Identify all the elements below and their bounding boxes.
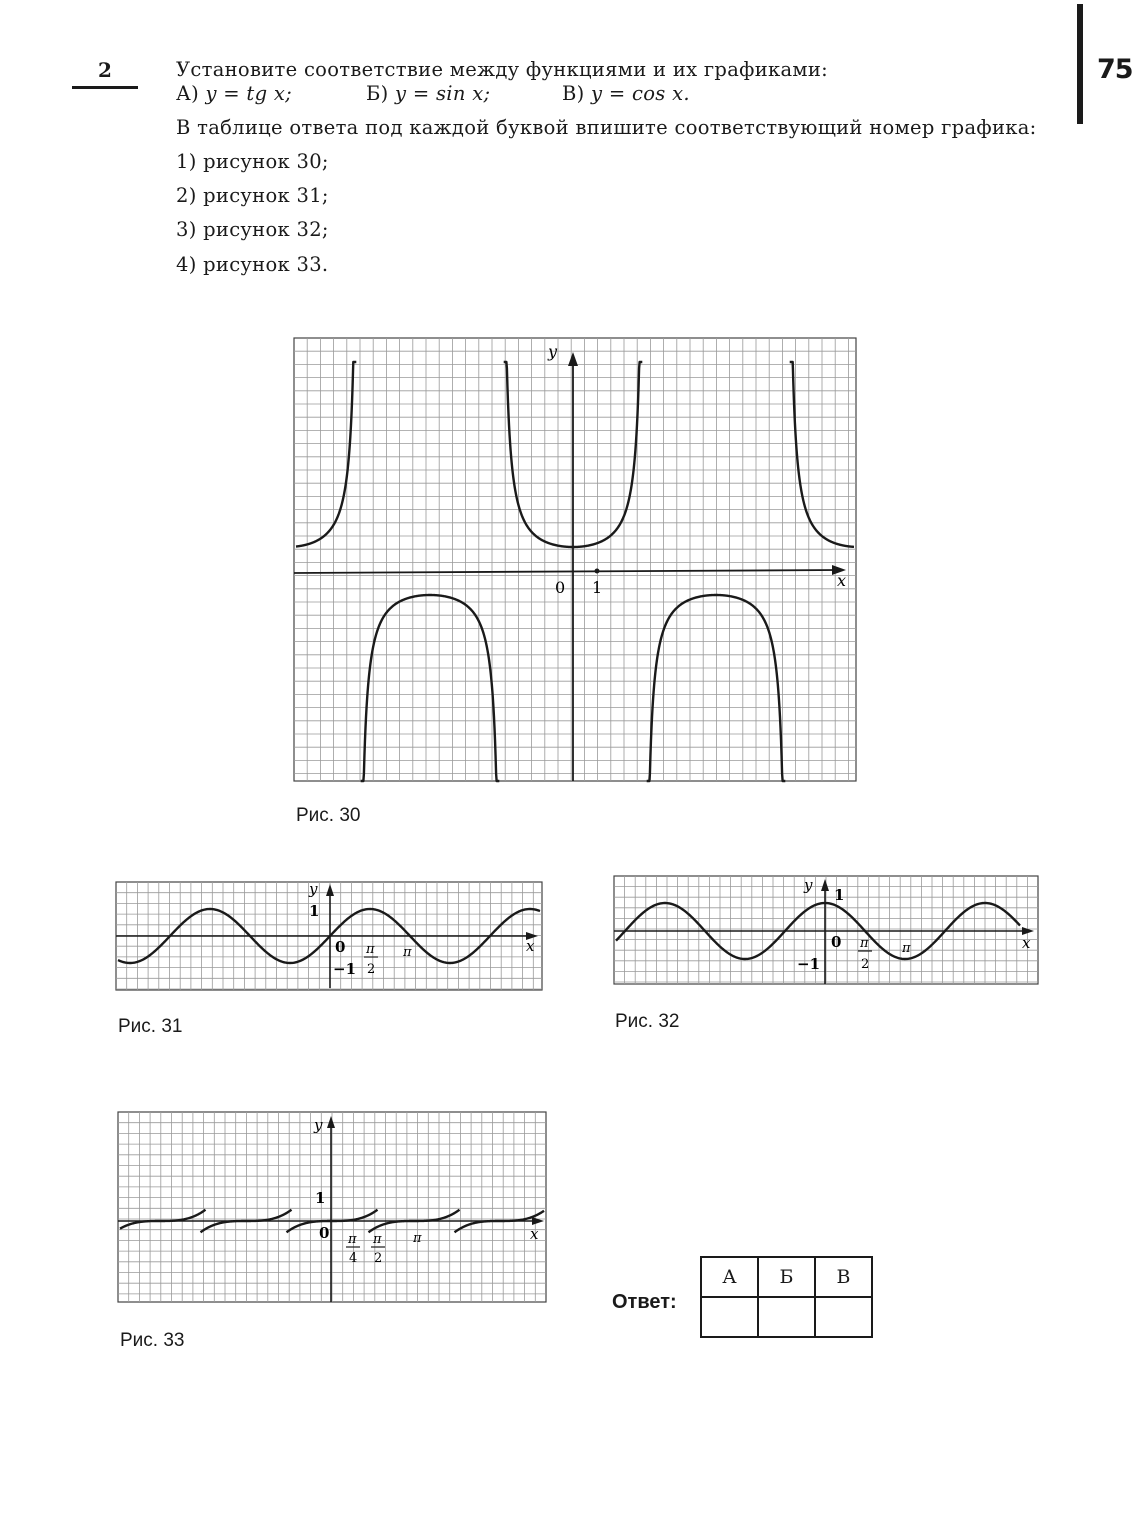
option-1: 1) рисунок 30;: [176, 150, 329, 173]
answer-cell-c[interactable]: [815, 1297, 872, 1337]
figure-32-caption: Рис. 32: [615, 1011, 680, 1032]
task-prompt: Установите соответствие между функциями и их графиками:: [176, 58, 829, 81]
option-4: 4) рисунок 33.: [176, 253, 329, 276]
answer-table: [700, 1256, 873, 1338]
pi-over-2-numerator: π: [860, 936, 869, 951]
pi-over-4-numerator: π: [348, 1232, 357, 1247]
figure-32-axes: [614, 879, 1034, 984]
y-axis-label: y: [804, 876, 813, 894]
y-tick-1: 1: [315, 1189, 326, 1207]
pi-label: π: [413, 1231, 422, 1246]
function-a: А) y = tg x;: [176, 82, 293, 105]
origin-label: 0: [555, 578, 566, 597]
pi-over-2-numerator: π: [366, 942, 375, 957]
y-tick-1: 1: [834, 886, 845, 904]
x-tick-label: 1: [592, 578, 603, 597]
y-axis-label: y: [314, 1116, 323, 1134]
pi-over-2-denominator: 2: [861, 957, 870, 972]
answer-header-a: А: [701, 1257, 758, 1297]
pi-label: π: [902, 941, 911, 956]
figure-31-graph: [112, 878, 548, 996]
answer-cell-b[interactable]: [758, 1297, 815, 1337]
y-tick-1: 1: [309, 902, 320, 920]
function-c: В) y = cos x.: [562, 82, 690, 105]
task-instruction: В таблице ответа под каждой буквой впишите соответствующий номер графика:: [176, 116, 1037, 139]
option-3: 3) рисунок 32;: [176, 218, 329, 241]
figure-33-graph: [114, 1108, 550, 1308]
origin-label: 0: [335, 938, 346, 956]
x-axis-label: x: [530, 1225, 539, 1243]
figure-32-grid: [614, 876, 1038, 984]
grid-border: [294, 338, 856, 781]
x-axis-label: x: [1022, 934, 1031, 952]
answer-cell-a[interactable]: [701, 1297, 758, 1337]
function-list: [176, 82, 690, 105]
answer-header-b: Б: [758, 1257, 815, 1297]
figure-30-graph: [290, 334, 860, 786]
origin-label: 0: [831, 933, 842, 951]
page-number: 75: [1097, 54, 1133, 85]
pi-label: π: [403, 945, 412, 960]
y-tick-minus-1: −1: [333, 960, 357, 978]
function-b: Б) y = sin x;: [366, 82, 491, 105]
origin-label: 0: [319, 1224, 330, 1242]
y-axis-arrow: [327, 1116, 335, 1128]
y-tick-minus-1: −1: [797, 955, 821, 973]
pi-over-2-denominator: 2: [367, 962, 376, 977]
x-axis-label: x: [837, 571, 847, 590]
answer-header-c: В: [815, 1257, 872, 1297]
y-axis-label: y: [548, 342, 558, 361]
y-axis-arrow: [821, 879, 829, 891]
pi-over-2-numerator: π: [373, 1232, 382, 1247]
figure-31-caption: Рис. 31: [118, 1016, 183, 1037]
figure-32-graph: [610, 872, 1042, 990]
x-axis-label: x: [526, 937, 535, 955]
secant-branch-1: [296, 362, 356, 547]
figure-30-grid: [294, 338, 856, 781]
page-edge-bar: [1077, 4, 1083, 124]
task-number: 2: [98, 58, 112, 82]
x-axis-arrow: [532, 1217, 544, 1225]
unit-tick-point: [595, 569, 600, 574]
y-axis-arrow: [568, 352, 578, 366]
y-axis-arrow: [326, 884, 334, 896]
figure-31-axes: [116, 884, 538, 988]
answer-label: Ответ:: [612, 1291, 677, 1313]
option-2: 2) рисунок 31;: [176, 184, 329, 207]
task-number-underline: [72, 86, 138, 89]
pi-over-4-denominator: 4: [349, 1251, 358, 1266]
figure-30-caption: Рис. 30: [296, 805, 361, 826]
figure-33-grid: [118, 1112, 546, 1302]
pi-over-2-denominator: 2: [374, 1251, 383, 1266]
y-axis-label: y: [309, 880, 318, 898]
figure-33-caption: Рис. 33: [120, 1330, 185, 1351]
figure-30-axes: [294, 352, 846, 781]
